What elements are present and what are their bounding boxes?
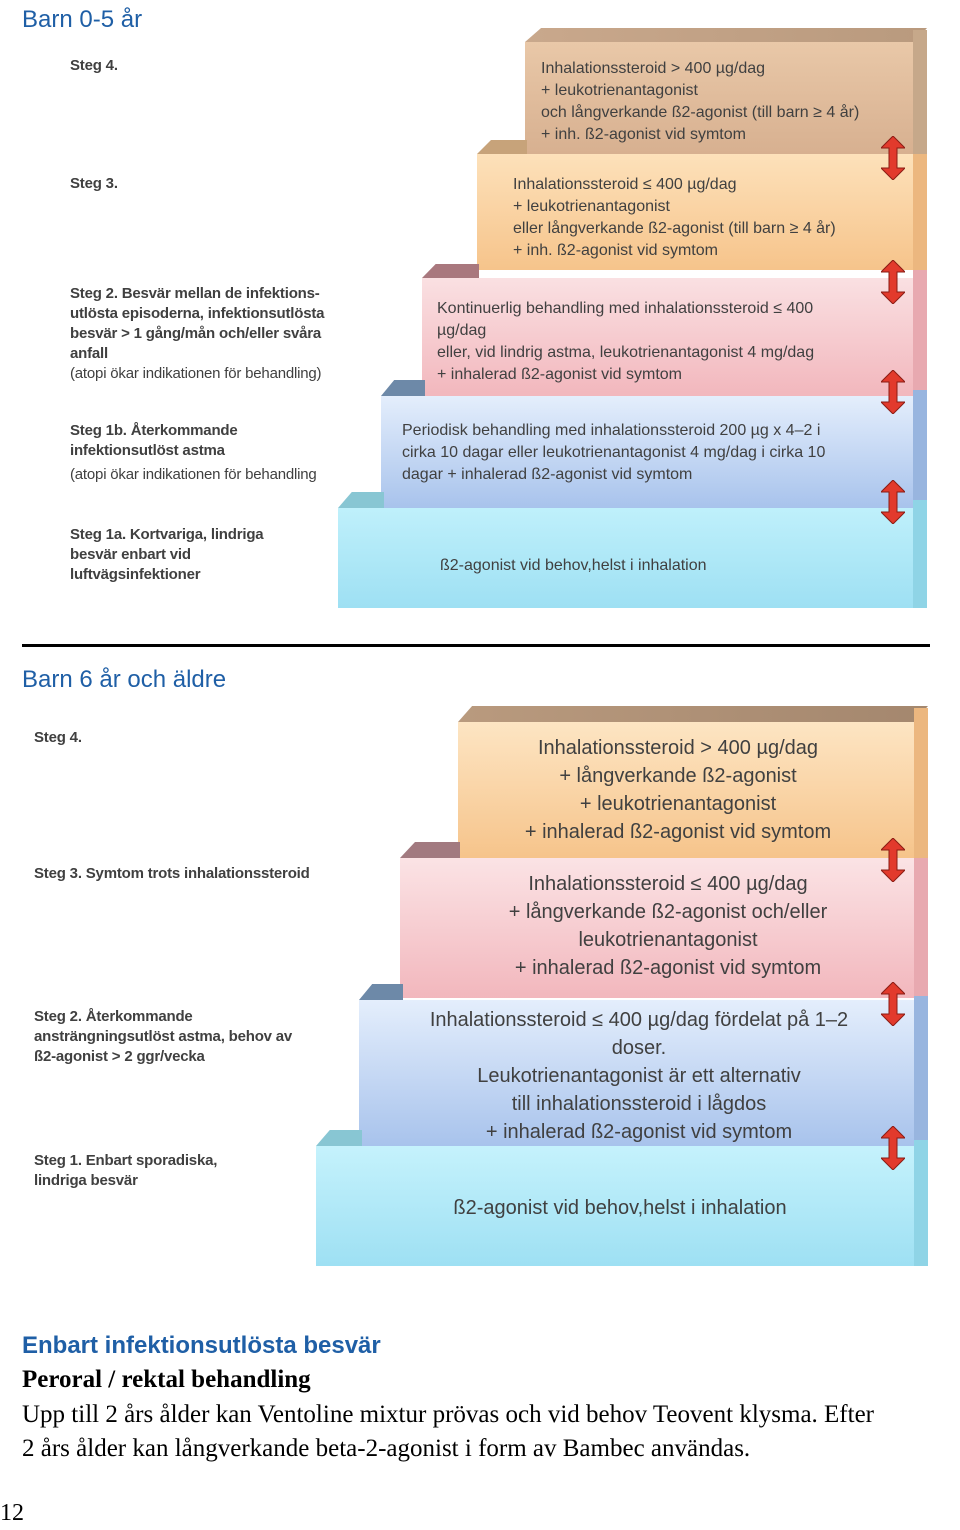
double-arrow-icon bbox=[881, 838, 905, 882]
section-heading-barn-0-5: Barn 0-5 år bbox=[22, 6, 143, 33]
step-2-text: Kontinuerlig behandling med inhalationssteroid ≤ 400 µg/dag eller, vid lindrig astma, leukotrienantagonist 4 mg/dag + inhalerad ß2-agonist vid symtom bbox=[437, 300, 815, 383]
label-steg-4: Steg 4. bbox=[34, 729, 82, 746]
page-number: 12 bbox=[0, 1500, 24, 1526]
step-4-text: Inhalationssteroid > 400 µg/dag + leukotrienantagonist och långverkande ß2-agonist (till barn ≥ 4 år) + inh. ß2-agonist vid symtom bbox=[541, 60, 860, 143]
step-3-text: Inhalationssteroid ≤ 400 µg/dag + leukotrienantagonist eller långverkande ß2-agonist (till barn ≥ 4 år) + inh. ß2-agonist vid symtom bbox=[513, 176, 836, 259]
double-arrow-icon bbox=[881, 370, 905, 414]
label-steg-1b: Steg 1b. Återkommande infektionsutlöst astma (atopi ökar indikationen för behandling bbox=[70, 422, 317, 483]
section-heading-infektionsutlosta: Enbart infektionsutlösta besvär bbox=[22, 1332, 381, 1359]
double-arrow-icon bbox=[881, 136, 905, 180]
label-steg-3: Steg 3. Symtom trots inhalationssteroid bbox=[34, 865, 310, 882]
step-3-text: Inhalationssteroid ≤ 400 µg/dag + långverkande ß2-agonist och/eller leukotrienantagonist + inhalerad ß2-agonist vid symtom bbox=[508, 873, 828, 979]
double-arrow-icon bbox=[881, 982, 905, 1026]
label-steg-2: Steg 2. Återkommande ansträngningsutlöst astma, behov av ß2-agonist > 2 ggr/vecka bbox=[34, 1008, 293, 1065]
section-heading-barn-6-aldre: Barn 6 år och äldre bbox=[22, 666, 227, 693]
subheading-peroral-rektal: Peroral / rektal behandling bbox=[22, 1366, 311, 1393]
step-1a-text: ß2-agonist vid behov,helst i inhalation bbox=[440, 557, 707, 574]
step-1-text: ß2-agonist vid behov,helst i inhalation bbox=[453, 1197, 787, 1219]
double-arrow-icon bbox=[881, 480, 905, 524]
step-2-text: Inhalationssteroid ≤ 400 µg/dag fördelat på 1–2 doser. Leukotrienantagonist är ett alternativ till inhalationssteroid i lågdos + inhalerad ß2-agonist vid symtom bbox=[429, 1009, 849, 1143]
double-arrow-icon bbox=[881, 260, 905, 304]
label-steg-1: Steg 1. Enbart sporadiska, lindriga besvär bbox=[34, 1152, 218, 1189]
double-arrow-icon bbox=[881, 1126, 905, 1170]
label-steg-4: Steg 4. bbox=[70, 57, 118, 74]
body-paragraph: Upp till 2 års ålder kan Ventoline mixtur prövas och vid behov Teovent klysma. Efter 2 års ålder kan långverkande beta-2-agonist i form av Bambec användas. bbox=[22, 1401, 875, 1462]
label-steg-2: Steg 2. Besvär mellan de infektions- utlösta episoderna, infektionsutlösta besvär > 1 gång/mån och/eller svåra anfall (atopi ökar indikationen för behandling) bbox=[70, 285, 325, 382]
horizontal-divider bbox=[22, 644, 930, 647]
label-steg-3: Steg 3. bbox=[70, 175, 118, 192]
step-1b-text: Periodisk behandling med inhalationssteroid 200 µg x 4–2 i cirka 10 dagar eller leukotrienantagonist 4 mg/dag i cirka 10 dagar + inhalerad ß2-agonist vid symtom bbox=[402, 422, 826, 483]
step-4-text: Inhalationssteroid > 400 µg/dag + långverkande ß2-agonist + leukotrienantagonist + inhalerad ß2-agonist vid symtom bbox=[524, 737, 832, 843]
label-steg-1a: Steg 1a. Kortvariga, lindriga besvär enbart vid luftvägsinfektioner bbox=[70, 526, 264, 583]
